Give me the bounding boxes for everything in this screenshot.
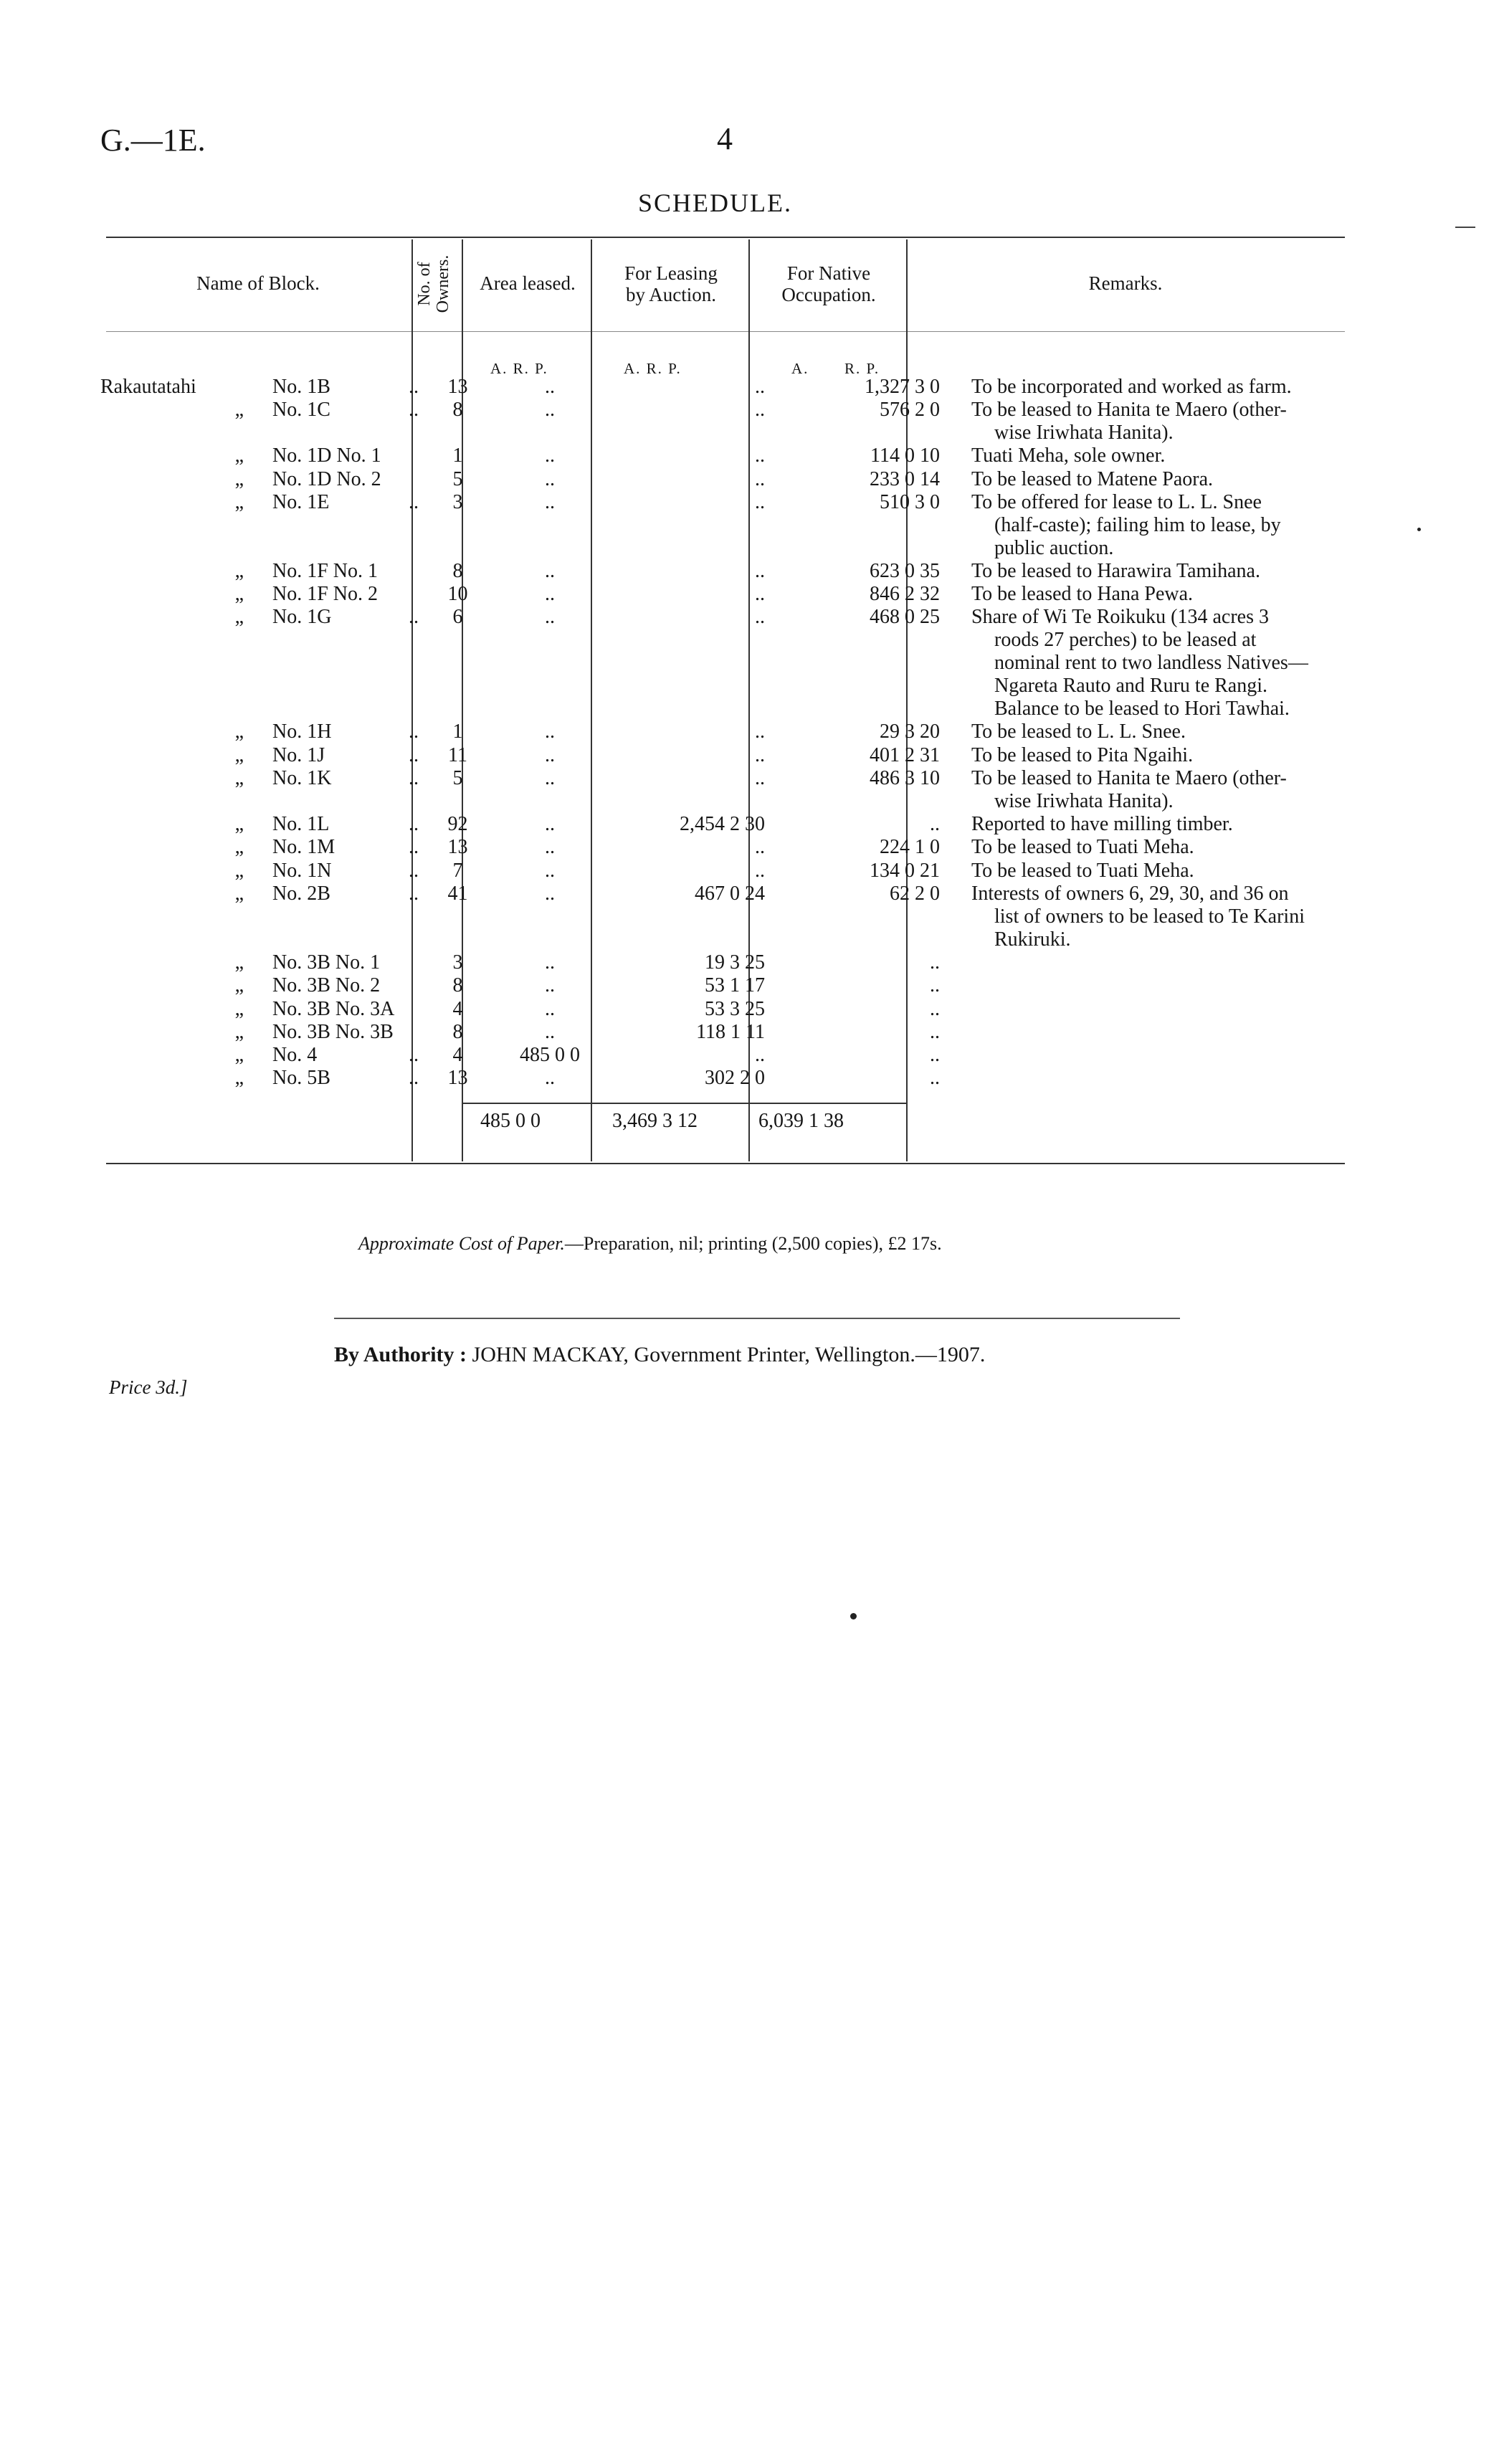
area-leased: .. — [545, 490, 555, 513]
remarks-cell — [961, 583, 1437, 606]
block-number: No. 1K — [272, 767, 332, 790]
table-row — [100, 399, 1437, 444]
area-leased: .. — [545, 1020, 555, 1043]
owners-count: 5 — [452, 767, 463, 790]
units-native-rp: R. P. — [844, 360, 880, 377]
leader-dots — [409, 998, 430, 1021]
leader-dots: .. — [409, 399, 419, 422]
leader-dots: .. — [409, 859, 419, 882]
col-head-native-line2: Occupation. — [781, 284, 876, 305]
area-leased: 485 0 0 — [520, 1044, 580, 1067]
authority-text: JOHN MACKAY, Government Printer, Wellington.—1907. — [472, 1343, 986, 1366]
native-area: 510 3 0 — [880, 490, 940, 513]
auction-area: .. — [755, 720, 765, 743]
area-leased: .. — [545, 1067, 555, 1090]
block-name: „ — [234, 974, 244, 997]
native-area: 62 2 0 — [890, 882, 940, 905]
owners-count: 3 — [452, 951, 463, 974]
area-leased: .. — [545, 882, 555, 905]
auction-area: .. — [755, 583, 765, 606]
auction-area: .. — [755, 399, 765, 422]
block-name: „ — [234, 583, 244, 606]
table-row — [100, 951, 1437, 974]
total-auction: 3,469 3 12 — [612, 1110, 698, 1132]
block-name: „ — [234, 399, 244, 422]
area-leased: .. — [545, 836, 555, 859]
remarks-cell — [961, 1067, 1437, 1090]
owners-count: 8 — [452, 1020, 463, 1043]
area-leased: .. — [545, 444, 555, 467]
block-number: No. 1H — [272, 720, 332, 743]
owners-count: 1 — [452, 444, 463, 467]
block-number: No. 1C — [272, 399, 330, 422]
block-name: „ — [234, 720, 244, 743]
remarks-line: To be leased to L. L. Snee. — [971, 720, 1186, 743]
block-number: No. 3B No. 1 — [272, 951, 381, 974]
owners-count: 6 — [452, 606, 463, 629]
auction-area: .. — [755, 859, 765, 882]
area-leased: .. — [545, 974, 555, 997]
table-row — [100, 767, 1437, 813]
native-area: 233 0 14 — [870, 467, 940, 490]
native-area: 486 3 10 — [870, 767, 940, 790]
auction-area: .. — [755, 767, 765, 790]
remarks-line: public auction. — [994, 536, 1114, 559]
remarks-line: To be leased to Pita Ngaihi. — [971, 743, 1194, 766]
table-row — [100, 376, 1437, 399]
area-leased: .. — [545, 951, 555, 974]
remarks-line: To be leased to Hanita te Maero (other- — [971, 399, 1287, 422]
remarks-line: To be leased to Hana Pewa. — [971, 583, 1194, 606]
block-number: No. 1F No. 2 — [272, 583, 379, 606]
remarks-cell — [961, 998, 1437, 1021]
owners-count: 3 — [452, 490, 463, 513]
block-number: No. 5B — [272, 1067, 330, 1090]
block-number: No. 1D No. 2 — [272, 467, 381, 490]
auction-area: .. — [755, 1044, 765, 1067]
native-area: 1,327 3 0 — [865, 376, 940, 398]
table-row — [100, 491, 1437, 560]
table-row — [100, 444, 1437, 467]
page-number: 4 — [717, 121, 733, 156]
block-name: „ — [234, 444, 244, 467]
remarks-line: nominal rent to two landless Natives— — [994, 652, 1308, 675]
table-row — [100, 744, 1437, 767]
document-code: G.—1E. — [100, 123, 206, 158]
remarks-line: To be leased to Tuati Meha. — [971, 859, 1194, 882]
auction-area: .. — [755, 376, 765, 398]
remarks-line: list of owners to be leased to Te Karini — [994, 905, 1305, 928]
table-row — [100, 606, 1437, 720]
table-row — [100, 720, 1437, 743]
block-name: „ — [234, 743, 244, 766]
remarks-cell — [961, 1021, 1437, 1044]
remarks-line: Share of Wi Te Roikuku (134 acres 3 — [971, 606, 1270, 629]
owners-count: 11 — [448, 743, 467, 766]
block-name: Rakautatahi — [100, 376, 196, 398]
remarks-cell — [961, 951, 1437, 974]
units-area: A. R. P. — [490, 360, 548, 377]
native-area: .. — [930, 1044, 940, 1067]
remarks-line: To be offered for lease to L. L. Snee — [971, 490, 1262, 513]
table-row — [100, 998, 1437, 1021]
table-row — [100, 860, 1437, 883]
auction-area: .. — [755, 559, 765, 582]
remarks-line: Balance to be leased to Hori Tawhai. — [994, 698, 1290, 720]
table-row — [100, 836, 1437, 859]
remarks-line: Rukiruki. — [994, 928, 1071, 951]
remarks-line: To be leased to Harawira Tamihana. — [971, 559, 1260, 582]
owners-count: 7 — [452, 859, 463, 882]
remarks-line: roods 27 perches) to be leased at — [994, 629, 1257, 652]
leader-dots: .. — [409, 743, 419, 766]
area-leased: .. — [545, 467, 555, 490]
cost-label: Approximate Cost of Paper. — [358, 1233, 565, 1254]
leader-dots — [409, 583, 430, 606]
block-name: „ — [234, 951, 244, 974]
leader-dots: .. — [409, 1067, 419, 1090]
block-name: „ — [234, 467, 244, 490]
header-bottom-rule — [106, 331, 1345, 332]
auction-area: 2,454 2 30 — [680, 813, 765, 836]
remarks-cell — [961, 883, 1437, 951]
authority-prefix: By Authority : — [334, 1343, 467, 1366]
total-native: 6,039 1 38 — [758, 1110, 844, 1132]
owners-count: 13 — [447, 376, 468, 398]
col-head-auction-line1: For Leasing — [624, 262, 718, 284]
owners-count: 1 — [452, 720, 463, 743]
native-area: 114 0 10 — [870, 444, 940, 467]
printer-imprint — [334, 1343, 985, 1367]
block-name: „ — [234, 859, 244, 882]
auction-area: .. — [755, 490, 765, 513]
native-area: .. — [930, 1020, 940, 1043]
auction-area: .. — [755, 467, 765, 490]
table-row — [100, 560, 1437, 583]
owners-count: 8 — [452, 399, 463, 422]
block-number: No. 1B — [272, 376, 330, 398]
block-name: „ — [234, 1020, 244, 1043]
block-number: No. 3B No. 3A — [272, 997, 395, 1020]
auction-area: 19 3 25 — [705, 951, 765, 974]
native-area: 224 1 0 — [880, 836, 940, 859]
table-bottom-rule — [106, 1163, 1345, 1164]
remarks-cell — [961, 813, 1437, 836]
table-row — [100, 1044, 1437, 1067]
leader-dots — [409, 1021, 430, 1044]
owners-count: 92 — [447, 813, 468, 836]
col-head-name: Name of Block. — [196, 272, 320, 294]
margin-dash — [1455, 227, 1475, 228]
remarks-cell — [961, 399, 1437, 444]
native-area: 576 2 0 — [880, 399, 940, 422]
block-number: No. 3B No. 2 — [272, 974, 381, 997]
table-row — [100, 974, 1437, 997]
native-area: .. — [930, 1067, 940, 1090]
native-area: .. — [930, 997, 940, 1020]
price-note: Price 3d.] — [109, 1376, 188, 1398]
leader-dots: .. — [409, 836, 419, 859]
area-leased: .. — [545, 606, 555, 629]
margin-dot — [1417, 528, 1421, 531]
remarks-line: To be leased to Hanita te Maero (other- — [971, 767, 1287, 790]
area-leased: .. — [545, 997, 555, 1020]
block-name: „ — [234, 997, 244, 1020]
native-area: .. — [930, 813, 940, 836]
area-leased: .. — [545, 559, 555, 582]
remarks-cell — [961, 767, 1437, 813]
owners-count: 13 — [447, 1067, 468, 1090]
table-row — [100, 883, 1437, 951]
area-leased: .. — [545, 813, 555, 836]
remarks-line: Reported to have milling timber. — [971, 813, 1233, 836]
cost-note — [358, 1233, 942, 1255]
table-top-rule — [106, 237, 1345, 238]
total-area: 485 0 0 — [480, 1110, 541, 1132]
table-row — [100, 583, 1437, 606]
leader-dots: .. — [409, 1044, 419, 1067]
block-number: No. 2B — [272, 882, 330, 905]
table-row — [100, 1021, 1437, 1044]
block-number: No. 3B No. 3B — [272, 1020, 394, 1043]
area-leased: .. — [545, 859, 555, 882]
block-name: „ — [234, 1044, 244, 1067]
auction-area: .. — [755, 444, 765, 467]
units-auction: A. R. P. — [624, 360, 682, 377]
remarks-line: To be incorporated and worked as farm. — [971, 376, 1292, 398]
block-number: No. 1D No. 1 — [272, 444, 381, 467]
native-area: 401 2 31 — [870, 743, 940, 766]
native-area: 846 2 32 — [870, 583, 940, 606]
owners-count: 13 — [447, 836, 468, 859]
owners-count: 41 — [447, 882, 468, 905]
owners-count: 8 — [452, 559, 463, 582]
leader-dots: .. — [409, 376, 419, 398]
auction-area: .. — [755, 743, 765, 766]
block-number: No. 1N — [272, 859, 332, 882]
leader-dots: .. — [409, 606, 419, 629]
remarks-cell — [961, 974, 1437, 997]
table-row — [100, 1067, 1437, 1090]
schedule-table — [100, 376, 1437, 1090]
col-head-native-line1: For Native — [786, 262, 871, 284]
native-area: 468 0 25 — [870, 606, 940, 629]
remarks-cell — [961, 1044, 1437, 1067]
owners-count: 8 — [452, 974, 463, 997]
col-head-auction-line2: by Auction. — [626, 284, 716, 305]
totals-top-rule — [462, 1103, 906, 1104]
block-number: No. 4 — [272, 1044, 318, 1067]
remarks-line: Ngareta Rauto and Ruru te Rangi. — [994, 675, 1268, 698]
block-number: No. 1L — [272, 813, 330, 836]
area-leased: .. — [545, 720, 555, 743]
block-name: „ — [234, 767, 244, 790]
col-head-native — [751, 262, 906, 305]
area-leased: .. — [545, 376, 555, 398]
schedule-title: SCHEDULE. — [638, 189, 792, 217]
owners-count: 4 — [452, 1044, 463, 1067]
remarks-cell — [961, 744, 1437, 767]
remarks-cell — [961, 560, 1437, 583]
block-number: No. 1M — [272, 836, 336, 859]
col-head-owners: No. of Owners. — [415, 255, 452, 313]
block-name: „ — [234, 606, 244, 629]
block-number: No. 1F No. 1 — [272, 559, 379, 582]
area-leased: .. — [545, 583, 555, 606]
page-speck — [850, 1613, 857, 1619]
block-name: „ — [234, 559, 244, 582]
leader-dots — [409, 560, 430, 583]
auction-area: 53 3 25 — [705, 997, 765, 1020]
remarks-cell — [961, 376, 1437, 399]
table-row — [100, 813, 1437, 836]
remarks-line: (half-caste); failing him to lease, by — [994, 513, 1281, 536]
leader-dots: .. — [409, 813, 419, 836]
remarks-cell — [961, 606, 1437, 720]
area-leased: .. — [545, 743, 555, 766]
col-head-auction — [594, 262, 748, 305]
remarks-line: To be leased to Matene Paora. — [971, 467, 1214, 490]
block-number: No. 1E — [272, 490, 330, 513]
leader-dots — [409, 974, 430, 997]
leader-dots — [409, 444, 430, 467]
block-name: „ — [234, 813, 244, 836]
owners-count: 4 — [452, 997, 463, 1020]
leader-dots: .. — [409, 490, 419, 513]
table-row — [100, 468, 1437, 491]
leader-dots: .. — [409, 882, 419, 905]
owners-count: 5 — [452, 467, 463, 490]
auction-area: .. — [755, 606, 765, 629]
native-area: 29 3 20 — [880, 720, 940, 743]
footer-rule — [334, 1318, 1180, 1319]
leader-dots: .. — [409, 767, 419, 790]
leader-dots: .. — [409, 720, 419, 743]
auction-area: 118 1 11 — [696, 1020, 765, 1043]
auction-area: .. — [755, 836, 765, 859]
block-name: „ — [234, 490, 244, 513]
remarks-line: To be leased to Tuati Meha. — [971, 836, 1194, 859]
cost-text: —Preparation, nil; printing (2,500 copies), £2 17s. — [564, 1233, 942, 1254]
remarks-cell — [961, 860, 1437, 883]
remarks-cell — [961, 720, 1437, 743]
block-number: No. 1G — [272, 606, 332, 629]
block-name: „ — [234, 882, 244, 905]
area-leased: .. — [545, 399, 555, 422]
block-number: No. 1J — [272, 743, 325, 766]
units-native-acres: A. — [791, 360, 809, 377]
remarks-cell — [961, 491, 1437, 560]
block-name: „ — [234, 836, 244, 859]
native-area: 134 0 21 — [870, 859, 940, 882]
remarks-cell — [961, 836, 1437, 859]
native-area: 623 0 35 — [870, 559, 940, 582]
remarks-line: Interests of owners 6, 29, 30, and 36 on — [971, 882, 1289, 905]
remarks-line: wise Iriwhata Hanita). — [994, 422, 1174, 444]
remarks-cell — [961, 444, 1437, 467]
auction-area: 53 1 17 — [705, 974, 765, 997]
auction-area: 467 0 24 — [695, 882, 765, 905]
auction-area: 302 2 0 — [705, 1067, 765, 1090]
native-area: .. — [930, 974, 940, 997]
col-head-area: Area leased. — [480, 272, 576, 294]
leader-dots — [409, 951, 430, 974]
remarks-line: wise Iriwhata Hanita). — [994, 790, 1174, 813]
native-area: .. — [930, 951, 940, 974]
leader-dots — [409, 468, 430, 491]
block-name: „ — [234, 1067, 244, 1090]
remarks-line: Tuati Meha, sole owner. — [971, 444, 1166, 467]
remarks-cell — [961, 468, 1437, 491]
area-leased: .. — [545, 767, 555, 790]
col-head-remarks: Remarks. — [1088, 272, 1163, 294]
owners-count: 10 — [447, 583, 468, 606]
